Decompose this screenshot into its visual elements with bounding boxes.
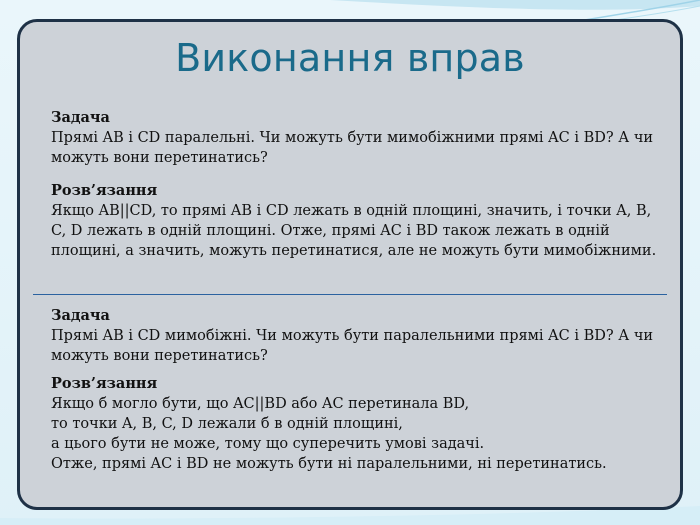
task-2-solution xyxy=(51,374,661,474)
task-2-solution-line: то точки A, B, C, D лежали б в одній площині, xyxy=(51,416,403,432)
task-1-solution-text: Якщо AB||CD, то прямі AB і CD лежать в одній площині, значить, і точки A, B, C, D лежать в одній площині. Отже, прямі AC і BD також лежать в одній площині, а значить, можуть перетинатися, але не можуть бути мимобіжними. xyxy=(51,203,657,259)
task-1-problem-text: Прямі AB і CD паралельні. Чи можуть бути мимобіжними прямі AC і BD? А чи можуть вони перетинатись? xyxy=(51,130,654,166)
task-2 xyxy=(51,306,661,366)
section-divider xyxy=(33,294,667,295)
task-2-solution-heading: Розв’язання xyxy=(51,375,158,392)
task-1 xyxy=(51,108,661,168)
task-2-solution-line: Якщо б могло бути, що AC||BD або AC перетинала BD, xyxy=(51,396,470,412)
task-2-problem-text: Прямі AB і CD мимобіжні. Чи можуть бути паралельними прямі AC і BD? А чи можуть вони перетинатись? xyxy=(51,328,654,364)
task-1-solution xyxy=(51,181,661,261)
page-title: Виконання вправ xyxy=(175,36,525,80)
task-2-solution-line: а цього бути не може, тому що суперечить умові задачі. xyxy=(51,436,485,452)
task-1-solution-heading: Розв’язання xyxy=(51,182,158,199)
task-2-problem-heading: Задача xyxy=(51,307,110,324)
task-2-solution-line: Отже, прямі AC і BD не можуть бути ні паралельними, ні перетинатись. xyxy=(51,456,607,472)
task-1-problem-heading: Задача xyxy=(51,109,110,126)
